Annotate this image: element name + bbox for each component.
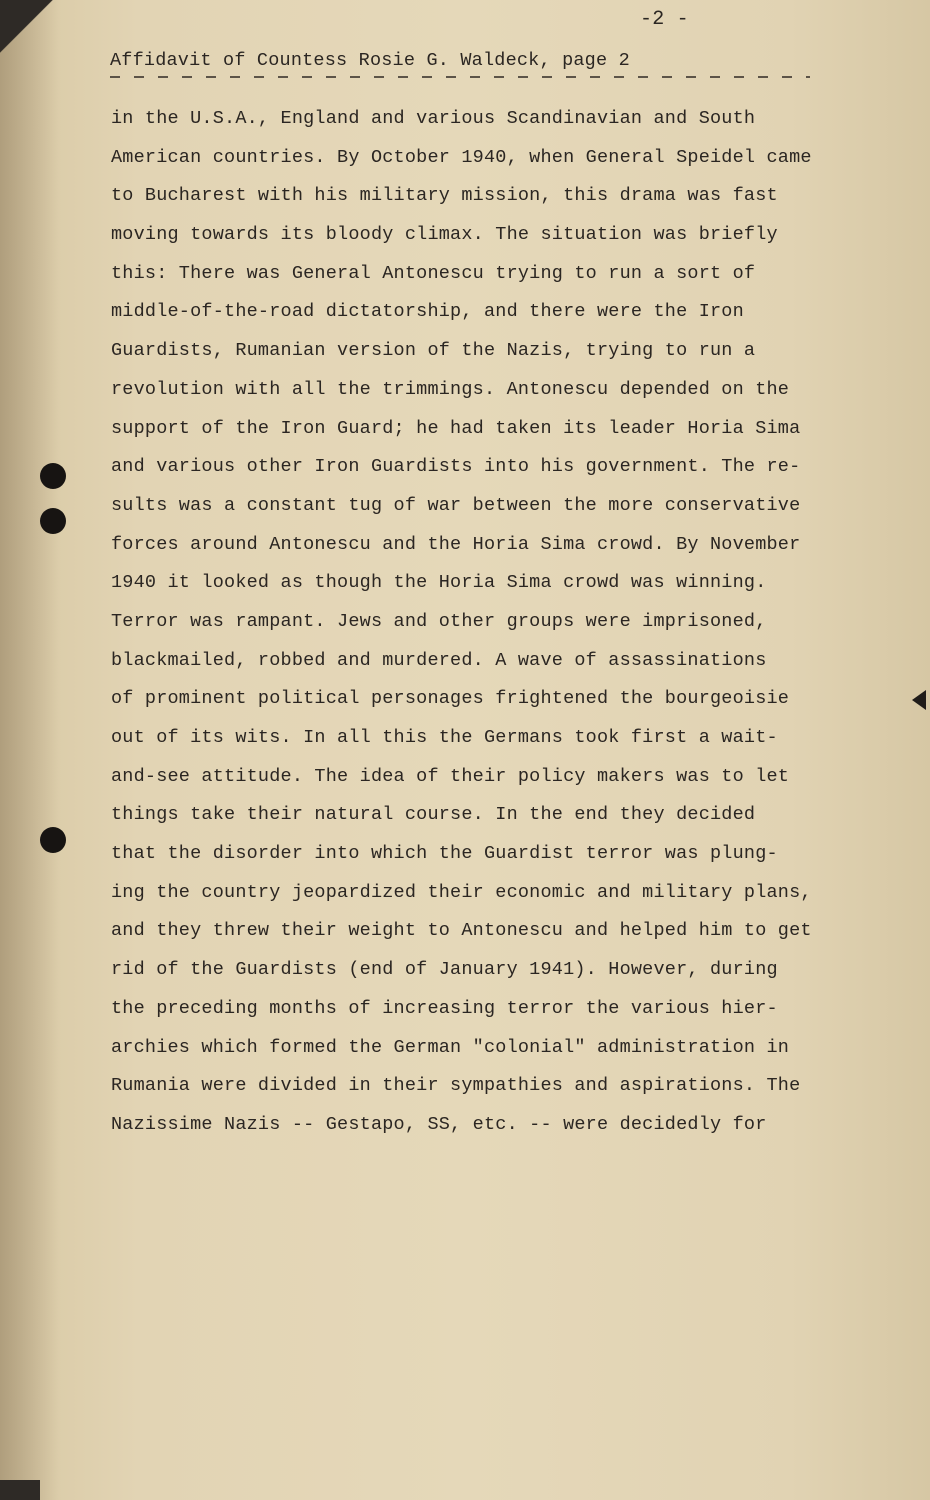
text-line: moving towards its bloody climax. The situation was briefly	[111, 224, 778, 246]
text-line: sults was a constant tug of war between the more conservative	[111, 494, 801, 516]
text-line: middle-of-the-road dictatorship, and there were the Iron	[111, 301, 744, 323]
folded-corner	[0, 0, 70, 60]
text-line: this: There was General Antonescu trying to run a sort of	[111, 262, 756, 284]
text-line: archies which formed the German "colonial" administration in	[111, 1036, 790, 1058]
text-line: forces around Antonescu and the Horia Sima crowd. By November	[111, 533, 801, 555]
text-line: out of its wits. In all this the Germans took first a wait-	[111, 727, 778, 748]
punch-hole	[40, 827, 66, 853]
text-line: the preceding months of increasing terror the various hier-	[111, 997, 778, 1019]
text-line: Nazissime Nazis -- Gestapo, SS, etc. -- were decidedly for	[111, 1113, 767, 1135]
text-line: Guardists, Rumanian version of the Nazis, trying to run a	[111, 340, 756, 362]
punch-hole	[40, 463, 66, 489]
text-line: 1940 it looked as though the Horia Sima crowd was winning.	[111, 572, 767, 594]
text-line: in the U.S.A., England and various Scandinavian and South	[111, 108, 756, 129]
text-line: to Bucharest with his military mission, this drama was fast	[111, 185, 778, 207]
text-line: ing the country jeopardized their economic and military plans,	[111, 881, 812, 903]
bottom-corner-shadow	[0, 1480, 40, 1500]
text-line: revolution with all the trimmings. Antonescu depended on the	[111, 378, 790, 400]
document-header: Affidavit of Countess Rosie G. Waldeck, page 2	[110, 50, 630, 71]
dashed-rule	[110, 76, 810, 78]
text-line: Terror was rampant. Jews and other groups were imprisoned,	[111, 610, 767, 632]
text-line: and various other Iron Guardists into his government. The re-	[111, 456, 801, 478]
text-line: rid of the Guardists (end of January 1941). However, during	[111, 959, 778, 981]
punch-hole	[40, 508, 66, 534]
text-line: and-see attitude. The idea of their policy makers was to let	[111, 765, 790, 787]
text-line: things take their natural course. In the end they decided	[111, 804, 756, 826]
text-line: that the disorder into which the Guardist terror was plung-	[111, 843, 778, 865]
text-line: American countries. By October 1940, when General Speidel came	[111, 146, 812, 168]
page-number: -2 -	[640, 8, 689, 31]
body-text	[111, 108, 812, 1153]
text-line: Rumania were divided in their sympathies and aspirations. The	[111, 1075, 801, 1097]
edge-notch	[912, 690, 926, 710]
text-line: support of the Iron Guard; he had taken its leader Horia Sima	[111, 417, 801, 439]
page-edge-shadow	[0, 0, 60, 1500]
text-line: of prominent political personages frightened the bourgeoisie	[111, 688, 790, 710]
text-line: and they threw their weight to Antonescu and helped him to get	[111, 920, 812, 942]
text-line: blackmailed, robbed and murdered. A wave of assassinations	[111, 649, 767, 671]
